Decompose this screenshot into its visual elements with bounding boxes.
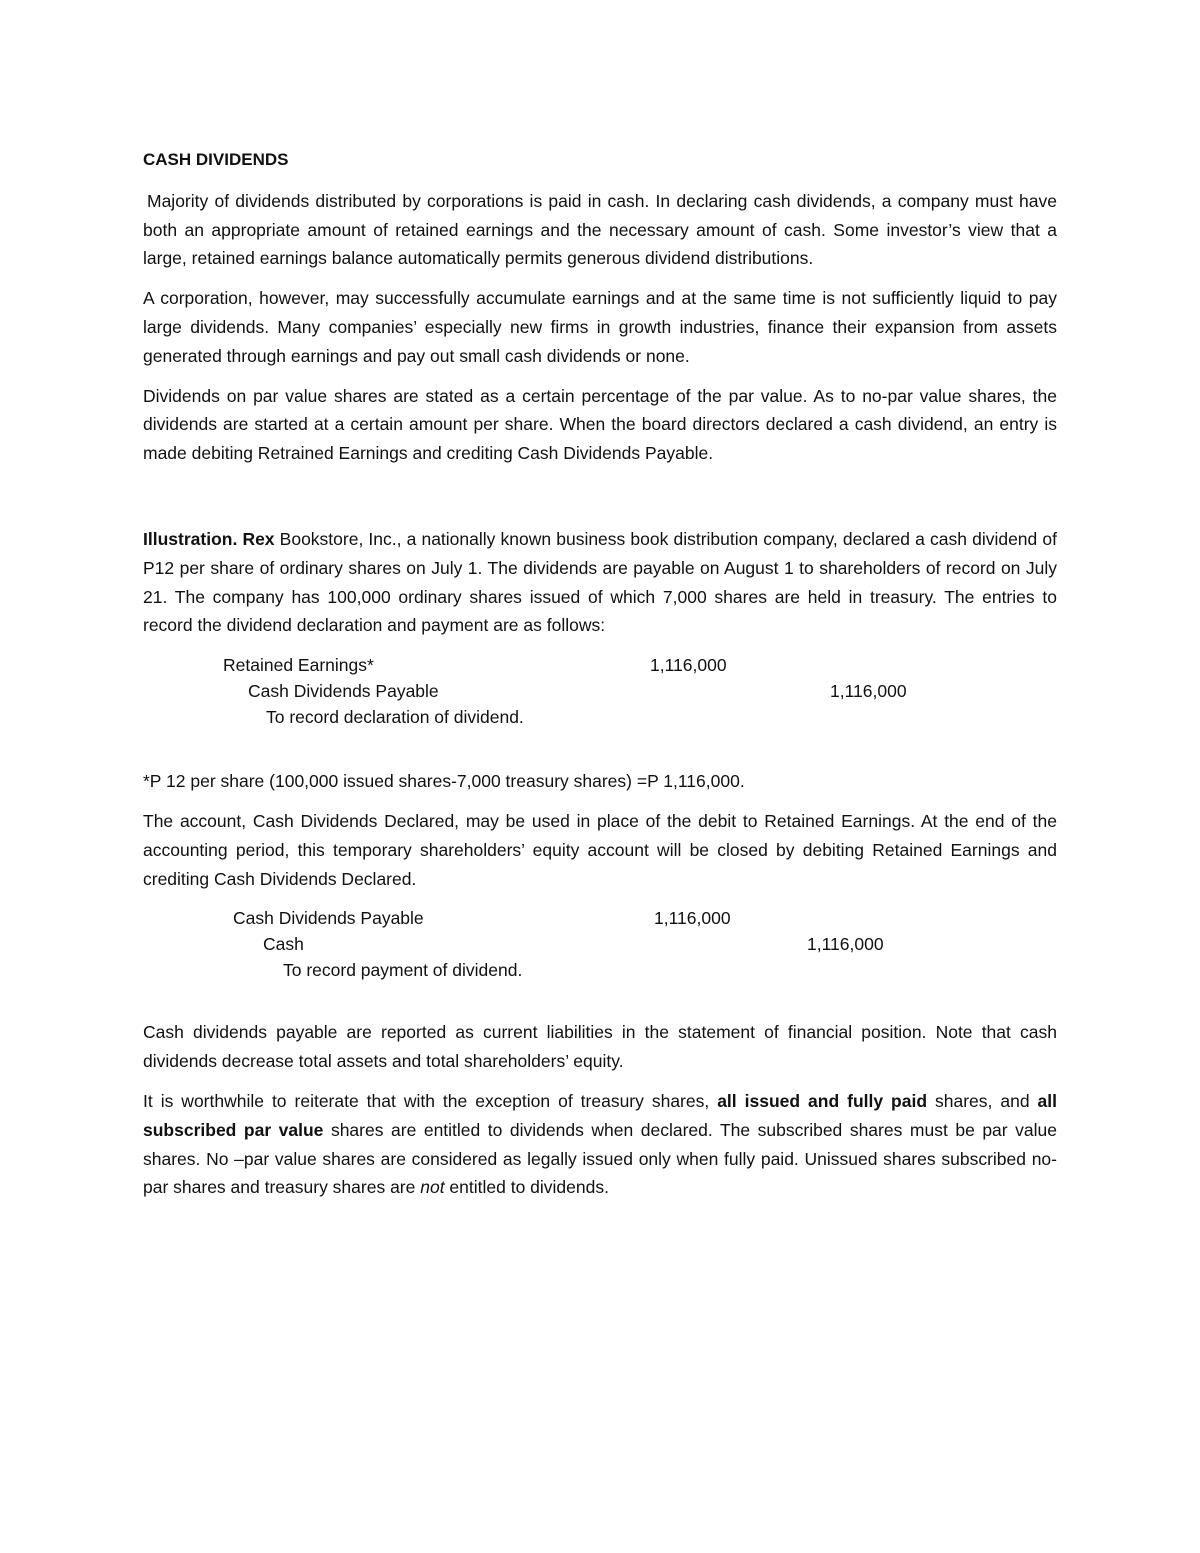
illustration-company: Rex xyxy=(242,528,275,549)
entitlement-text-e: shares are entitled to dividends when declared. The subscribed shares must be par value shares. No –par value shares are considered as legally issued only when fully paid. Unissued shares subscribed no-par shares and treasury shares are xyxy=(143,1119,1057,1198)
debit-account: Cash Dividends Payable xyxy=(233,908,424,929)
spacer xyxy=(143,990,1057,1018)
entitlement-text-c: shares, and xyxy=(927,1090,1038,1111)
paragraph-current-liabilities: Cash dividends payable are reported as current liabilities in the statement of financial position. Note that cash dividends decrease total assets and total shareholders’ equity. xyxy=(143,1022,1057,1072)
credit-amount: 1,116,000 xyxy=(807,934,884,955)
credit-account: Cash Dividends Payable xyxy=(248,681,439,702)
illustration-text: Bookstore, Inc., a nationally known business book distribution company, declared a cash dividend of P12 per share of ordinary shares on July 1. The dividends are payable on August 1 to shareholders of record on July 21. The company has 100,000 ordinary shares issued of which 7,000 shares are held in treasury. The entries to record the dividend declaration and payment are as follows: xyxy=(143,528,1057,636)
journal-row-memo xyxy=(143,956,1057,983)
journal-entry-declaration xyxy=(143,651,1057,731)
journal-row-credit xyxy=(143,930,1057,957)
spacer xyxy=(143,737,1057,767)
debit-account: Retained Earnings* xyxy=(223,655,374,676)
paragraph-cash-dividends-declared: The account, Cash Dividends Declared, may be used in place of the debit to Retained Earnings. At the end of the accounting period, this temporary shareholders’ equity account will be closed by debiting Retained Earnings and crediting Cash Dividends Declared. xyxy=(143,810,1057,889)
entitlement-bold-issued: all issued and fully paid xyxy=(717,1090,928,1111)
spacer xyxy=(143,479,1057,525)
document-body xyxy=(143,146,1057,1213)
entry-memo: To record declaration of dividend. xyxy=(266,707,524,728)
paragraph-illustration xyxy=(143,525,1057,640)
entitlement-text-a: It is worthwhile to reiterate that with the exception of treasury shares, xyxy=(143,1090,718,1111)
entitlement-text-g: entitled to dividends. xyxy=(444,1177,609,1198)
paragraph-par-value: Dividends on par value shares are stated as a certain percentage of the par value. As to no-par value shares, the dividends are started at a certain amount per share. When the board directors declared a cash dividend, an entry is made debiting Retrained Earnings and crediting Cash Dividends Payable. xyxy=(143,385,1057,464)
document-title: CASH DIVIDENDS xyxy=(143,150,289,169)
credit-amount: 1,116,000 xyxy=(830,681,907,702)
illustration-label: Illustration. xyxy=(143,528,238,549)
debit-amount: 1,116,000 xyxy=(650,655,727,676)
paragraph-liquidity: A corporation, however, may successfully accumulate earnings and at the same time is not sufficiently liquid to pay large dividends. Many companies’ especially new firms in growth industries, finance their expansion from assets generated through earnings and pay out small cash dividends or none. xyxy=(143,288,1057,366)
entitlement-italic-not: not xyxy=(420,1177,445,1198)
debit-amount: 1,116,000 xyxy=(654,908,731,929)
paragraph-intro: Majority of dividends distributed by corporations is paid in cash. In declaring cash dividends, a company must have both an appropriate amount of retained earnings and the necessary amount of cash. Some investor’s view that a large, retained earnings balance automatically permits generous dividend distributions. xyxy=(143,190,1057,269)
journal-row-debit xyxy=(143,904,1057,931)
paragraph-entitlement xyxy=(143,1087,1057,1202)
credit-account: Cash xyxy=(263,934,304,955)
journal-row-debit xyxy=(143,651,1057,678)
entry-memo: To record payment of dividend. xyxy=(283,960,523,981)
footnote: *P 12 per share (100,000 issued shares-7,000 treasury shares) =P 1,116,000. xyxy=(143,771,745,792)
journal-row-credit xyxy=(143,677,1057,704)
entitlement-bold-subscribed: all subscribed par value xyxy=(143,1090,1058,1140)
journal-row-memo xyxy=(143,703,1057,730)
journal-entry-payment xyxy=(143,904,1057,984)
